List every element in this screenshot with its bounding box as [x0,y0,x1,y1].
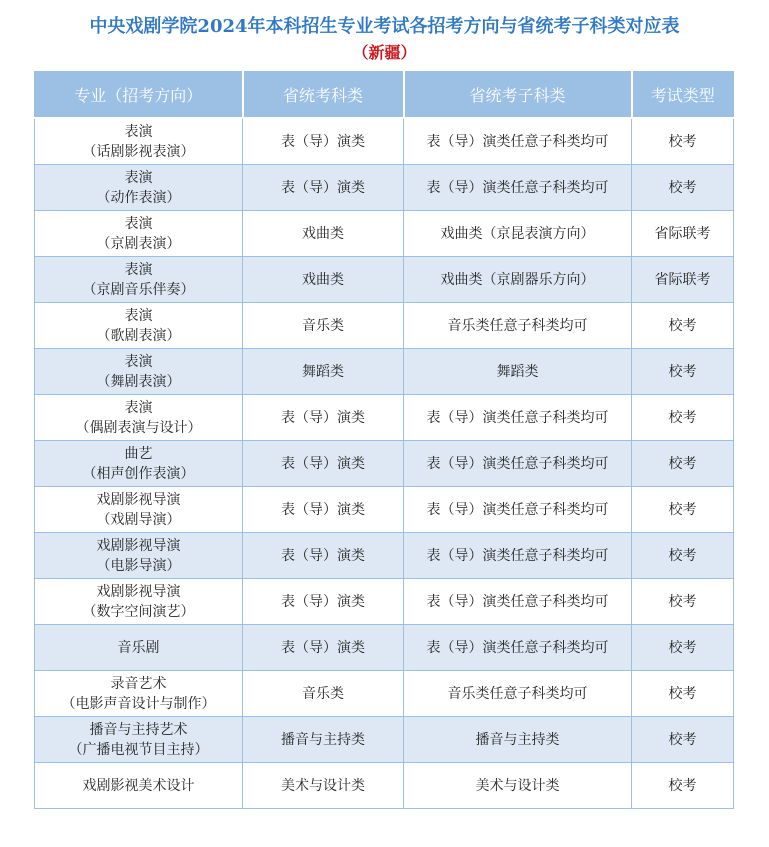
cell-subcategory: 表（导）演类任意子科类均可 [404,487,632,533]
column-header-category: 省统考科类 [243,71,404,118]
cell-category: 戏曲类 [243,257,404,303]
table-row [35,533,734,579]
cell-category: 播音与主持类 [243,717,404,763]
page-subtitle: （新疆） [352,43,417,62]
major-name: 表演 [124,169,153,186]
major-name: 播音与主持艺术 [89,721,188,738]
cell-category: 美术与设计类 [243,763,404,809]
cell-exam-type: 校考 [632,625,734,671]
cell-subcategory: 表（导）演类任意子科类均可 [404,441,632,487]
column-header-exam-type: 考试类型 [632,71,734,118]
column-header-major: 专业（招考方向） [35,71,243,118]
major-name: 表演 [124,307,153,324]
major-direction: （话剧影视表演） [82,143,195,160]
cell-subcategory: 播音与主持类 [404,717,632,763]
table-row [35,441,734,487]
cell-subcategory: 舞蹈类 [404,349,632,395]
table-row [35,671,734,717]
cell-category: 表（导）演类 [243,533,404,579]
cell-subcategory: 音乐类任意子科类均可 [404,671,632,717]
cell-major [35,303,243,349]
cell-major [35,763,243,809]
cell-subcategory: 音乐类任意子科类均可 [404,303,632,349]
cell-category: 表（导）演类 [243,441,404,487]
table-row [35,211,734,257]
major-direction: （戏剧导演） [96,511,181,528]
cell-major [35,395,243,441]
cell-category: 表（导）演类 [243,165,404,211]
table-row [35,257,734,303]
major-name: 戏剧影视导演 [96,583,181,600]
column-header-subcategory: 省统考子科类 [404,71,632,118]
major-direction: （数字空间演艺） [82,603,195,620]
cell-exam-type: 校考 [632,487,734,533]
table-row [35,625,734,671]
cell-exam-type: 校考 [632,395,734,441]
major-name: 表演 [124,399,153,416]
cell-exam-type: 校考 [632,118,734,165]
major-direction: （京剧音乐伴奏） [82,281,195,298]
cell-category: 音乐类 [243,671,404,717]
major-direction: （广播电视节目主持） [68,741,209,758]
major-name: 戏剧影视导演 [96,491,181,508]
cell-exam-type: 省际联考 [632,211,734,257]
major-name: 曲艺 [124,445,153,462]
major-direction: （歌剧表演） [96,327,181,344]
major-name: 戏剧影视美术设计 [82,777,195,794]
cell-exam-type: 校考 [632,717,734,763]
cell-major [35,257,243,303]
cell-subcategory: 表（导）演类任意子科类均可 [404,579,632,625]
cell-category: 音乐类 [243,303,404,349]
cell-major [35,487,243,533]
cell-exam-type: 校考 [632,533,734,579]
cell-major [35,349,243,395]
table-row [35,717,734,763]
cell-category: 表（导）演类 [243,625,404,671]
page-title: 中央戏剧学院2024年本科招生专业考试各招考方向与省统考子科类对应表 [89,16,680,37]
cell-subcategory: 表（导）演类任意子科类均可 [404,165,632,211]
major-name: 录音艺术 [110,675,167,692]
cell-major [35,211,243,257]
major-direction: （京剧表演） [96,235,181,252]
cell-exam-type: 省际联考 [632,257,734,303]
cell-exam-type: 校考 [632,303,734,349]
cell-major [35,671,243,717]
cell-major [35,165,243,211]
major-name: 表演 [124,261,153,278]
major-direction: （动作表演） [96,189,181,206]
cell-major [35,118,243,165]
cell-exam-type: 校考 [632,165,734,211]
cell-category: 表（导）演类 [243,487,404,533]
major-name: 音乐剧 [117,639,160,656]
cell-exam-type: 校考 [632,441,734,487]
cell-major [35,625,243,671]
major-name: 表演 [124,353,153,370]
cell-subcategory: 美术与设计类 [404,763,632,809]
major-direction: （偶剧表演与设计） [75,419,202,436]
table-row [35,349,734,395]
cell-category: 舞蹈类 [243,349,404,395]
cell-subcategory: 表（导）演类任意子科类均可 [404,533,632,579]
table-header-row [35,71,734,118]
major-direction: （电影导演） [96,557,181,574]
table-row [35,118,734,165]
table-row [35,487,734,533]
cell-subcategory: 表（导）演类任意子科类均可 [404,118,632,165]
table-row [35,165,734,211]
major-direction: （电影声音设计与制作） [61,695,216,712]
cell-category: 表（导）演类 [243,395,404,441]
cell-exam-type: 校考 [632,349,734,395]
table-row [35,763,734,809]
cell-subcategory: 表（导）演类任意子科类均可 [404,395,632,441]
cell-subcategory: 戏曲类（京剧器乐方向） [404,257,632,303]
major-name: 表演 [124,215,153,232]
cell-subcategory: 表（导）演类任意子科类均可 [404,625,632,671]
cell-category: 表（导）演类 [243,118,404,165]
correspondence-table [34,71,734,809]
cell-exam-type: 校考 [632,763,734,809]
table-row [35,395,734,441]
cell-subcategory: 戏曲类（京昆表演方向） [404,211,632,257]
cell-major [35,533,243,579]
major-name: 表演 [124,123,153,140]
table-row [35,579,734,625]
cell-category: 戏曲类 [243,211,404,257]
cell-major [35,441,243,487]
major-direction: （相声创作表演） [82,465,195,482]
cell-exam-type: 校考 [632,671,734,717]
cell-exam-type: 校考 [632,579,734,625]
cell-major [35,717,243,763]
cell-category: 表（导）演类 [243,579,404,625]
major-name: 戏剧影视导演 [96,537,181,554]
cell-major [35,579,243,625]
table-row [35,303,734,349]
major-direction: （舞剧表演） [96,373,181,390]
